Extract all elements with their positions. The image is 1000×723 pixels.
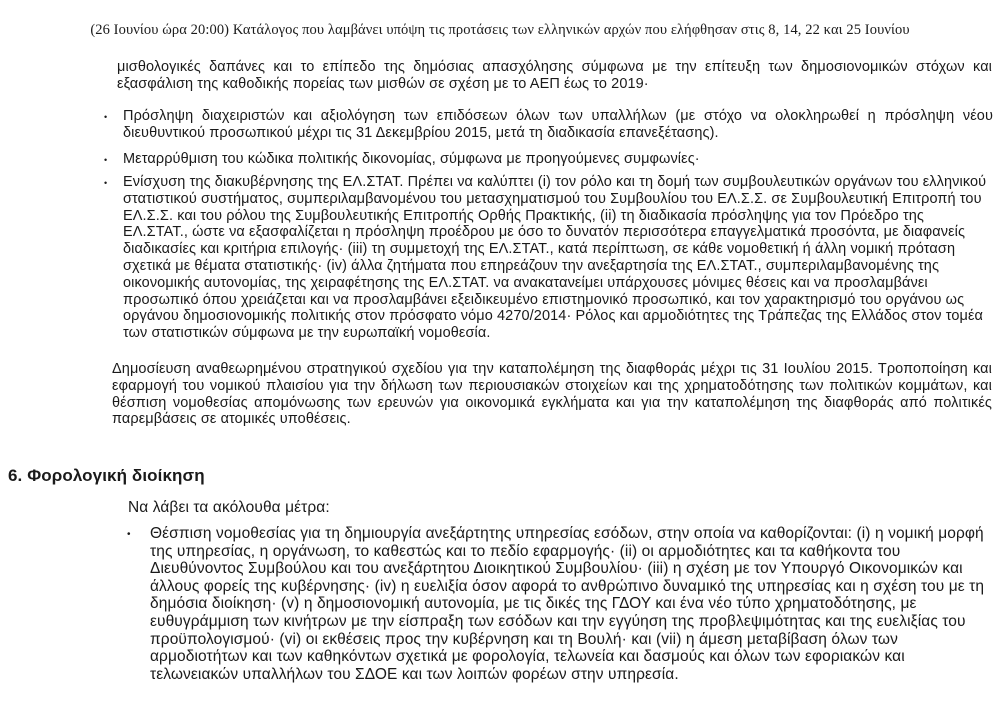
bullet-text-civil-procedure: Μεταρρύθμιση του κώδικα πολιτικής δικονομίας, σύμφωνα με προηγούμενες συμφωνίες·: [123, 151, 700, 167]
bullet-icon: •: [127, 529, 131, 540]
bullet-icon: •: [104, 112, 108, 122]
bullet-text-hiring: Πρόσληψη διαχειριστών και αξιολόγηση των επιδόσεων όλων των υπαλλήλων (με στόχο να ολοκληρωθεί η πρόσληψη νέου διευθυντικού προσωπικού μέχρι τις 31 Δεκεμβρίου 2015, μετά τη διαδικασία επανεξέτασης).: [123, 108, 993, 141]
paragraph-anticorruption-plan: Δημοσίευση αναθεωρημένου στρατηγικού σχεδίου για την καταπολέμηση της διαφθοράς μέχρι τις 31 Ιουλίου 2015. Τροποποίηση και εφαρμογή του νομικού πλαισίου για την δήλωση των περιουσιακών στοιχείων και της χρηματοδότησης των πολιτικών κομμάτων, και θέσπιση νομοθεσίας απομόνωσης των ερευνών για οικονομικά εγκλήματα και για την καταπολέμηση της διαφθοράς από πολιτικές παρεμβάσεις σε ατομικές υποθέσεις.: [112, 361, 992, 428]
bullet-item-civil-procedure: [104, 151, 993, 169]
document-header-line: (26 Ιουνίου ώρα 20:00) Κατάλογος που λαμβάνει υπόψη τις προτάσεις των ελληνικών αρχών που ελήφθησαν στις 8, 14, 22 και 25 Ιουνίου: [90, 22, 910, 38]
measures-intro-line: Να λάβει τα ακόλουθα μέτρα:: [128, 499, 330, 516]
bullet-icon: •: [104, 178, 108, 188]
section-heading-tax-administration: 6. Φορολογική διοίκηση: [8, 466, 205, 485]
paragraph-wage-bill: μισθολογικές δαπάνες και το επίπεδο της δημόσιας απασχόλησης σύμφωνα με την επίτευξη των δημοσιονομικών στόχων και εξασφάλιση της καθοδικής πορείας των μισθών σε σχέση με το ΑΕΠ έως το 2019·: [117, 59, 992, 92]
bullet-icon: •: [104, 155, 108, 165]
bullet-item-hiring: [104, 108, 993, 142]
bullet-text-revenue-agency: Θέσπιση νομοθεσίας για τη δημιουργία ανεξάρτητης υπηρεσίας εσόδων, στην οποία να καθορίζονται: (i) η νομική μορφή της υπηρεσίας, η οργάνωση, το καθεστώς και το πεδίο εφαρμογής· (ii) οι αρμοδιότητες και τα καθήκοντα του Διευθύνοντος Συμβούλου και του ανεξάρτητου Διοικητικού Συμβουλίου· (iii) η σχέση με τον Υπουργό Οικονομικών και άλλους φορείς της κυβέρνησης· (iv) η ευελιξία όσον αφορά το ανθρώπινο δυναμικό της υπηρεσίας και η σχέση του με τη δημόσια διοίκηση· (v) η δημοσιονομική αυτονομία, με τις δικές της ΓΔΟΥ και ένα νέο τύπο χρηματοδότησης, με ευθυγράμμιση των κινήτρων με την είσπραξη των εσόδων και την εγγύηση της προβλεψιμότητας και της ευελιξίας του προϋπολογισμού· (vi) οι εκθέσεις προς την κυβέρνηση και τη Βουλή· και (vii) η άμεση μεταβίβαση όλων των αρμοδιοτήτων και των καθηκόντων σχετικά με φορολογία, τελωνεία και δασμούς και όλων των εφοριακών και τελωνειακών υπαλλήλων του ΣΔΟΕ και των λοιπών φορέων στην υπηρεσία.: [150, 525, 985, 683]
bullet-item-elstat: [104, 174, 993, 342]
bullet-item-revenue-agency: [127, 525, 985, 683]
bullet-text-elstat: Ενίσχυση της διακυβέρνησης της ΕΛ.ΣΤΑΤ. Πρέπει να καλύπτει (i) τον ρόλο και τη δομή των συμβουλευτικών οργάνων του ελληνικού στατιστικού συστήματος, συμπεριλαμβανομένου του μετασχηματισμού του Συμβουλίου του ΕΛ.Σ.Σ. σε Συμβουλευτική Επιτροπή του ΕΛ.Σ.Σ. και του ρόλου της Συμβουλευτικής Επιτροπής Ορθής Πρακτικής, (ii) τη διαδικασία πρόσληψης για τον Πρόεδρο της ΕΛ.ΣΤΑΤ., ώστε να εξασφαλίζεται η πρόσληψη προέδρου με όσο το δυνατόν περισσότερα επαγγελματικά προσόντα, με διαφανείς διαδικασίες και κριτήρια επιλογής· (iii) τη συμμετοχή της ΕΛ.ΣΤΑΤ., κατά περίπτωση, σε κάθε νομοθετική ή άλλη νομική πρόταση σχετικά με θέματα στατιστικής· (iv) άλλα ζητήματα που επηρεάζουν την ανεξαρτησία της ΕΛ.ΣΤΑΤ., συμπεριλαμβανομένης της οικονομικής αυτονομίας, της χειραφέτησης της ΕΛ.ΣΤΑΤ. να ανακατανείμει υπάρχουσες μόνιμες θέσεις και να προσλαμβάνει προσωπικό όπου χρειάζεται και να προσλαμβάνει εξειδικευμένο επιστημονικό προσωπικό, και τον χαρακτηρισμό του οργάνου ως οργάνου δημοσιονομικής πολιτικής στον πρόσφατο νόμο 4270/2014· Ρόλος και αρμοδιότητες της Τράπεζας της Ελλάδος στον τομέα των στατιστικών σύμφωνα με την ευρωπαϊκή νομοθεσία.: [123, 174, 987, 342]
